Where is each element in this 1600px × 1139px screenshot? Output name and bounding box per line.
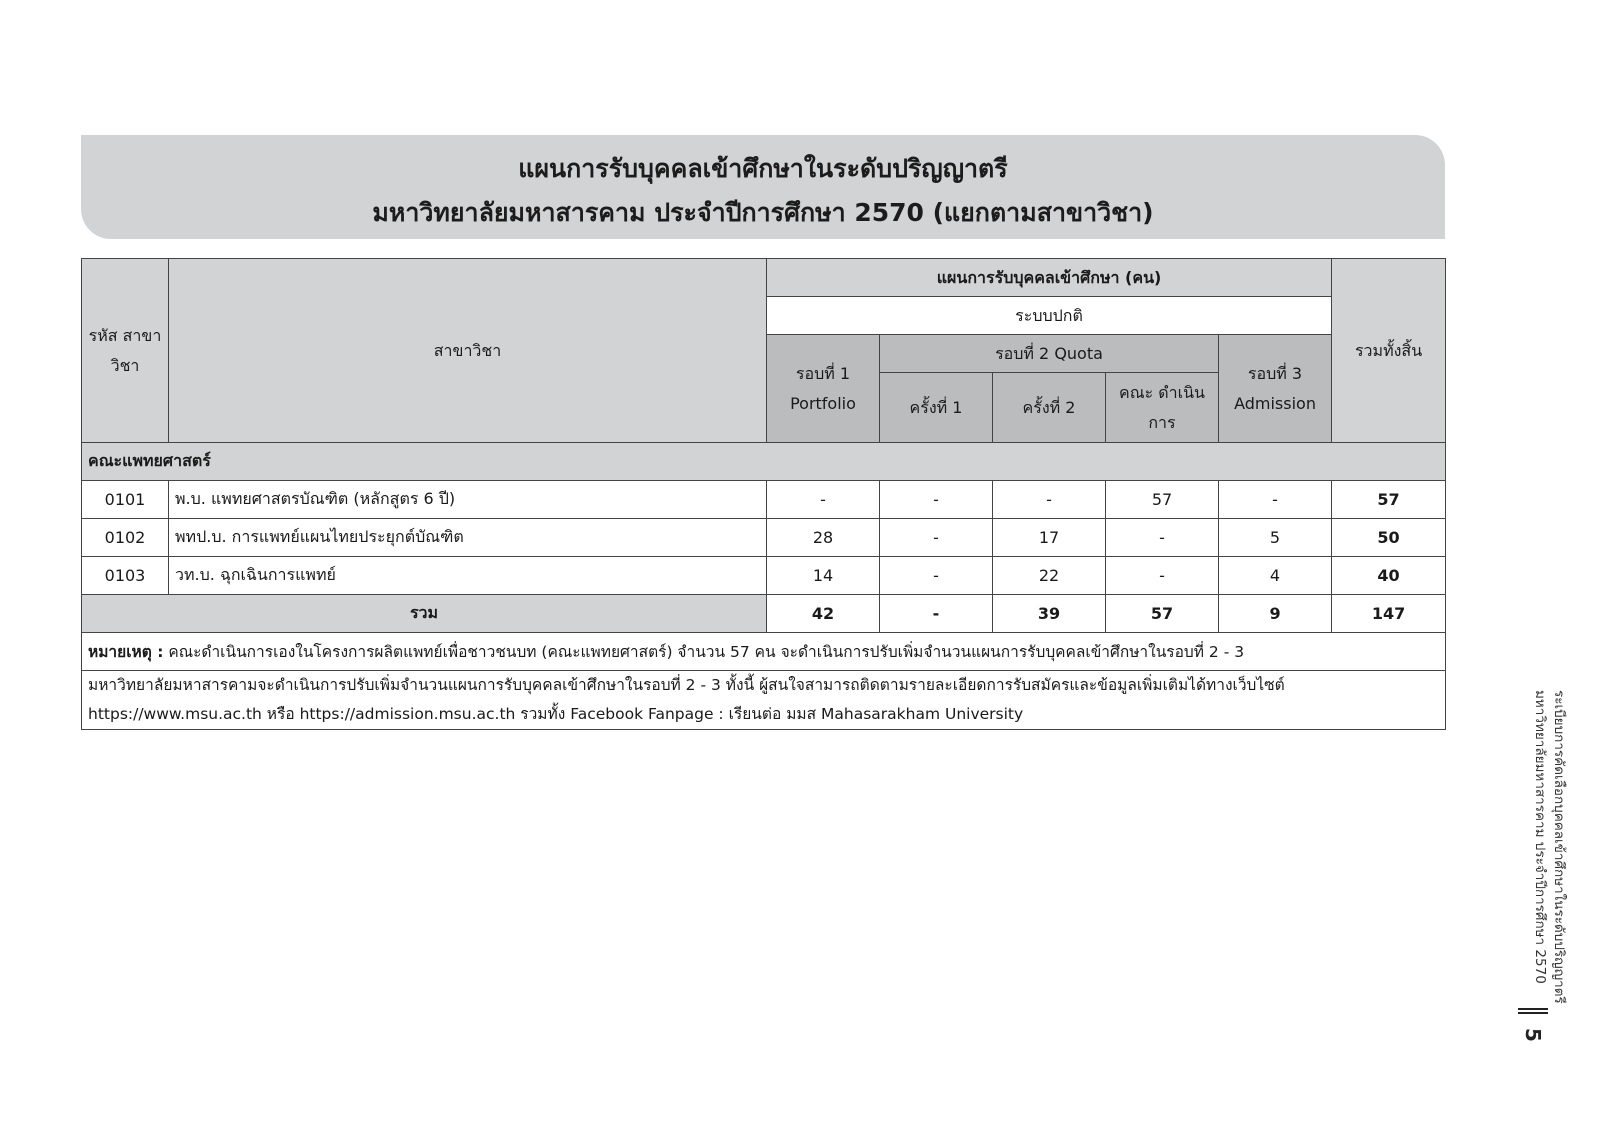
header-system: ระบบปกติ bbox=[767, 297, 1332, 335]
row-total: 50 bbox=[1332, 519, 1446, 557]
table-row bbox=[82, 481, 1446, 519]
row-major: พทป.บ. การแพทย์แผนไทยประยุกต์บัณฑิต bbox=[169, 519, 767, 557]
sum-r2-1: - bbox=[880, 595, 993, 633]
title-line-2: มหาวิทยาลัยมหาสารคาม ประจำปีการศึกษา 2570 (แยกตามสาขาวิชา) bbox=[372, 198, 1154, 227]
note2-line-2: https://www.msu.ac.th หรือ https://admission.msu.ac.th รวมทั้ง Facebook Fanpage : เรียนต่อ มมส Mahasarakham University bbox=[88, 705, 1024, 723]
note-label: หมายเหตุ : bbox=[88, 643, 164, 661]
sum-r1: 42 bbox=[767, 595, 880, 633]
row-r3: 5 bbox=[1219, 519, 1332, 557]
table-row bbox=[82, 519, 1446, 557]
note2-line-1: มหาวิทยาลัยมหาสารคามจะดำเนินการปรับเพิ่มจำนวนแผนการรับบุคคลเข้าศึกษาในรอบที่ 2 - 3 ทั้งนี้ ผู้สนใจสามารถติดตามรายละเอียดการรับสมัครและข้อมูลเพิ่มเติมได้ทางเว็บไซต์ bbox=[88, 676, 1285, 694]
sum-r2-2: 39 bbox=[993, 595, 1106, 633]
header-total: รวมทั้งสิ้น bbox=[1332, 259, 1446, 443]
row-r2-1: - bbox=[880, 519, 993, 557]
admission-plan-table bbox=[81, 258, 1446, 730]
row-r1: 14 bbox=[767, 557, 880, 595]
row-r2-2: 17 bbox=[993, 519, 1106, 557]
header-major: สาขาวิชา bbox=[169, 259, 767, 443]
title-banner bbox=[81, 135, 1445, 239]
row-r2-1: - bbox=[880, 557, 993, 595]
row-code: 0103 bbox=[82, 557, 169, 595]
sum-label: รวม bbox=[82, 595, 767, 633]
side-caption bbox=[1508, 690, 1568, 1060]
header-round2-2: ครั้งที่ 2 bbox=[993, 373, 1106, 443]
row-r2-2: 22 bbox=[993, 557, 1106, 595]
row-r2-2: - bbox=[993, 481, 1106, 519]
header-round2: รอบที่ 2 Quota bbox=[880, 335, 1219, 373]
header-plan: แผนการรับบุคคลเข้าศึกษา (คน) bbox=[767, 259, 1332, 297]
header-round3: รอบที่ 3 Admission bbox=[1219, 335, 1332, 443]
row-total: 57 bbox=[1332, 481, 1446, 519]
row-code: 0102 bbox=[82, 519, 169, 557]
header-round2-1: ครั้งที่ 1 bbox=[880, 373, 993, 443]
side-line-2: มหาวิทยาลัยมหาสารคาม ประจำปีการศึกษา 2570 bbox=[1532, 690, 1548, 984]
row-r3: 4 bbox=[1219, 557, 1332, 595]
row-major: วท.บ. ฉุกเฉินการแพทย์ bbox=[169, 557, 767, 595]
side-line-1: ระเบียบการคัดเลือกบุคคลเข้าศึกษาในระดับปริญญาตรี bbox=[1551, 690, 1567, 1004]
row-r1: 28 bbox=[767, 519, 880, 557]
header-round2-faculty: คณะ ดำเนินการ bbox=[1106, 373, 1219, 443]
row-r3: - bbox=[1219, 481, 1332, 519]
table-row bbox=[82, 557, 1446, 595]
row-r2-fac: 57 bbox=[1106, 481, 1219, 519]
note2-row bbox=[82, 671, 1446, 730]
sum-row bbox=[82, 595, 1446, 633]
row-r2-fac: - bbox=[1106, 557, 1219, 595]
title-line-1: แผนการรับบุคคลเข้าศึกษาในระดับปริญญาตรี bbox=[518, 154, 1008, 183]
page-number: 5 bbox=[1521, 1028, 1545, 1042]
row-code: 0101 bbox=[82, 481, 169, 519]
sum-r2-fac: 57 bbox=[1106, 595, 1219, 633]
row-r2-1: - bbox=[880, 481, 993, 519]
row-r1: - bbox=[767, 481, 880, 519]
row-r2-fac: - bbox=[1106, 519, 1219, 557]
sum-r3: 9 bbox=[1219, 595, 1332, 633]
side-divider bbox=[1518, 1008, 1548, 1014]
header-code: รหัส สาขาวิชา bbox=[82, 259, 169, 443]
row-total: 40 bbox=[1332, 557, 1446, 595]
faculty-row: คณะแพทยศาสตร์ bbox=[82, 443, 1446, 481]
note-text: คณะดำเนินการเองในโครงการผลิตแพทย์เพื่อชาวชนบท (คณะแพทยศาสตร์) จำนวน 57 คน จะดำเนินการปรับเพิ่มจำนวนแผนการรับบุคคลเข้าศึกษาในรอบที่ 2 - 3 bbox=[168, 643, 1245, 661]
row-major: พ.บ. แพทยศาสตรบัณฑิต (หลักสูตร 6 ปี) bbox=[169, 481, 767, 519]
header-round1: รอบที่ 1 Portfolio bbox=[767, 335, 880, 443]
note-row bbox=[82, 633, 1446, 671]
sum-total: 147 bbox=[1332, 595, 1446, 633]
